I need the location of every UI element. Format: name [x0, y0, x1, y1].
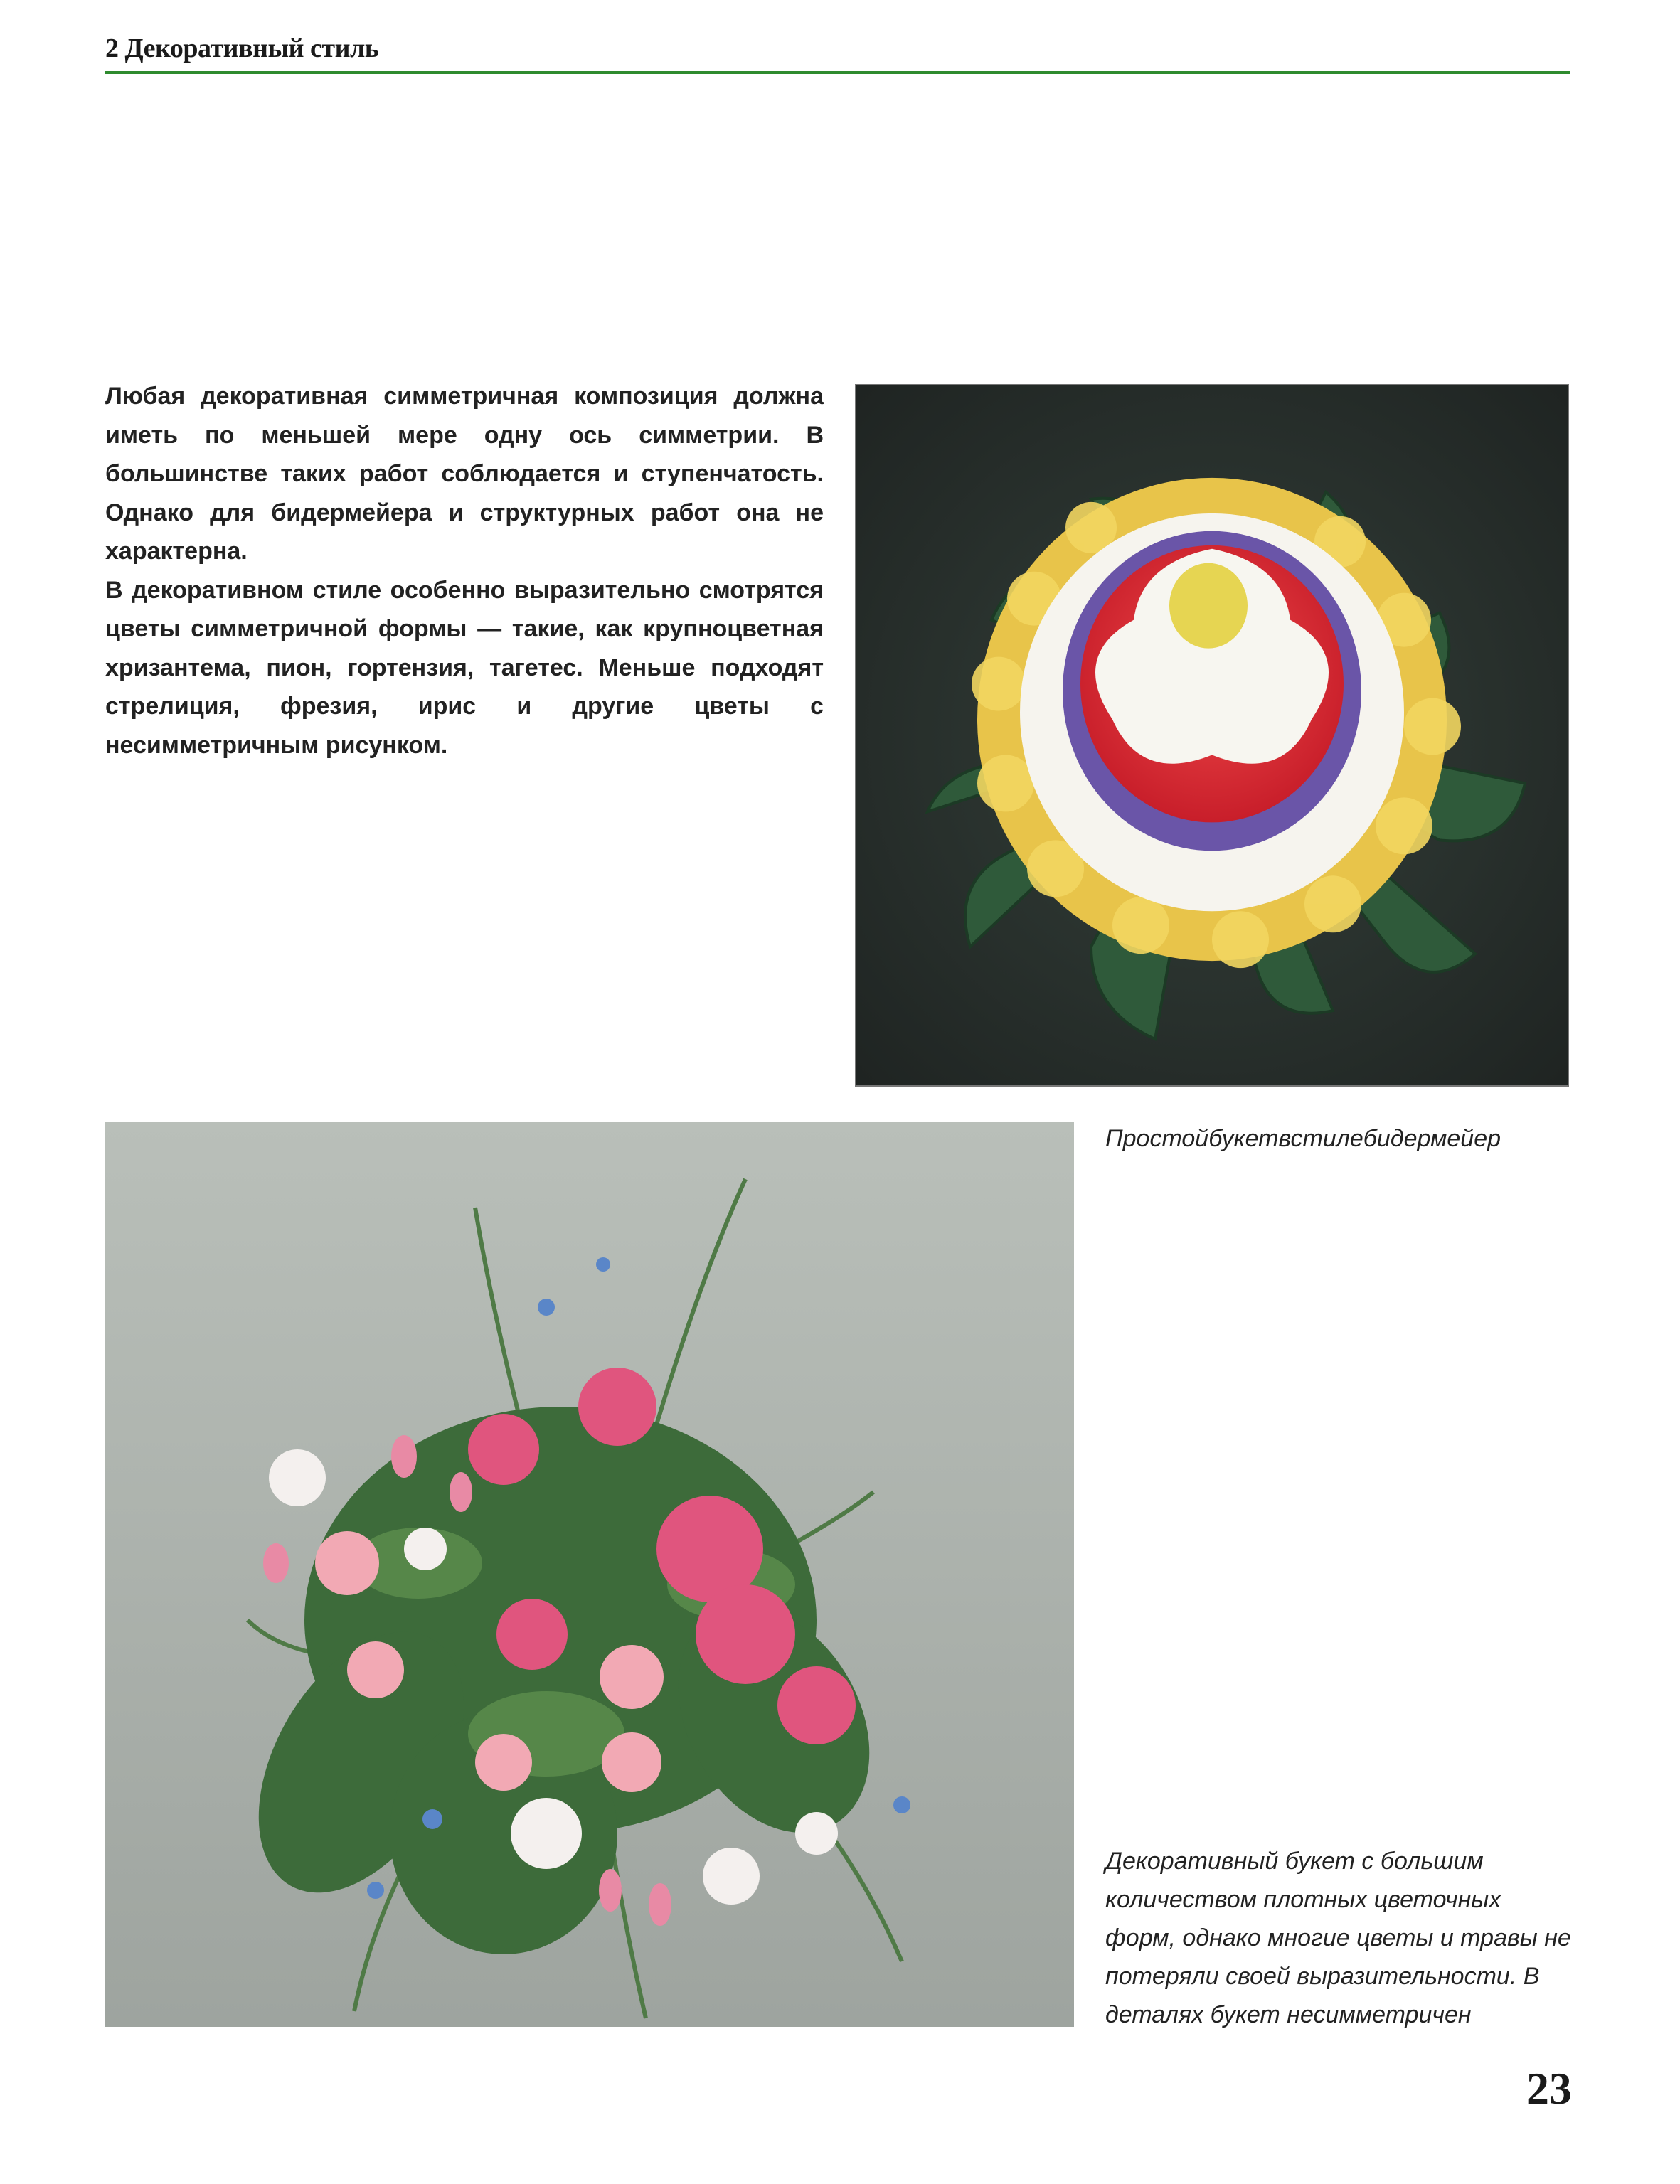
paragraph: Любая декоративная симметричная композиция должна иметь по меньшей мере одну ось симметрии. В большинстве таких работ соблюдается и ступенчатость. Однако для бидермейера и структурных работ она не характерна. [105, 383, 824, 565]
decorative-bouquet-image [105, 1122, 1074, 2027]
decorative-bouquet-photo [105, 1122, 1074, 2027]
body-text [105, 377, 824, 765]
biedermeier-bouquet-photo [855, 384, 1569, 1087]
paragraph: В декоративном стиле особенно выразительно смотрятся цветы симметричной формы — такие, как крупноцветная хризантема, пион, гортензия, тагетес. Меньше подходят стрелиция, фрезия, ирис и другие цветы с несимметричным рисунком. [105, 576, 824, 759]
running-header [105, 31, 1570, 74]
figure-caption: Декоративный букет с большим количеством плотных цветочных форм, однако многие цветы и травы не потеряли своей выразительности. В деталях букет несимметричен [1105, 1848, 1571, 2028]
figure-caption: Простойбукетвстилебидермейер [1105, 1125, 1501, 1152]
page-number: 23 [1526, 2063, 1572, 2114]
biedermeier-bouquet-image [856, 385, 1568, 1085]
chapter-title: 2 Декоративный стиль [105, 33, 379, 63]
